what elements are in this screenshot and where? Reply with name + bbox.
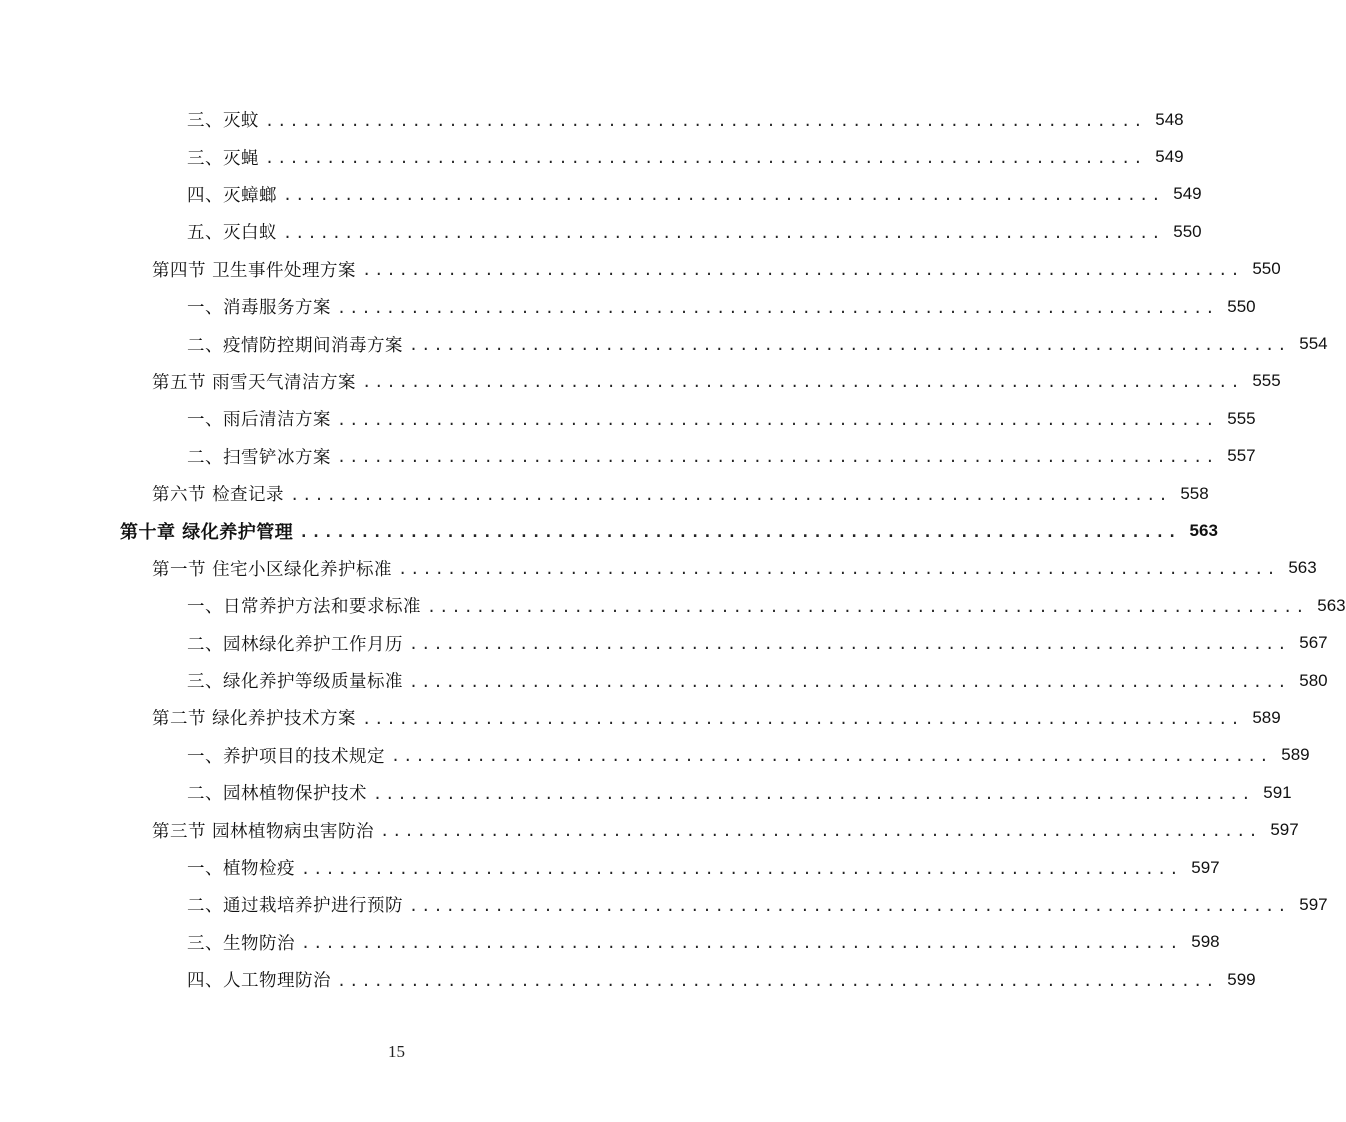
dot-leader: ........................................................................ xyxy=(409,635,1290,654)
toc-entry-page: 554 xyxy=(1299,334,1328,354)
toc-entry[interactable] xyxy=(0,101,1184,138)
dot-leader: ........................................................................ xyxy=(409,896,1290,915)
dot-leader: ........................................................................ xyxy=(391,747,1272,766)
dot-leader: ........................................................................ xyxy=(337,971,1218,990)
dot-leader: ........................................................................ xyxy=(301,934,1182,953)
toc-entry-page: 589 xyxy=(1281,745,1310,765)
toc-entry-page: 591 xyxy=(1263,782,1292,802)
toc-entry[interactable] xyxy=(0,961,1256,998)
toc-entry[interactable] xyxy=(0,699,1281,736)
toc-entry-label: 第四节 卫生事件处理方案 xyxy=(152,260,357,281)
toc-entry[interactable] xyxy=(0,811,1299,848)
toc-entry-label: 三、灭蚊 xyxy=(187,111,259,132)
dot-leader: ........................................................................ xyxy=(373,784,1254,803)
toc-entry-label: 一、养护项目的技术规定 xyxy=(187,746,385,767)
toc-entry-label: 一、雨后清洁方案 xyxy=(187,410,331,431)
dot-leader: ........................................................................ xyxy=(337,410,1218,429)
toc-entry[interactable] xyxy=(0,251,1281,288)
toc-entry-label: 二、疫情防控期间消毒方案 xyxy=(187,335,403,356)
dot-leader: ........................................................................ xyxy=(380,822,1261,841)
toc-entry-label: 三、绿化养护等级质量标准 xyxy=(187,672,403,693)
dot-leader: ........................................................................ xyxy=(283,186,1164,205)
toc-entry-page: 580 xyxy=(1299,670,1328,690)
dot-leader: ........................................................................ xyxy=(362,709,1243,728)
toc-entry-page: 555 xyxy=(1252,371,1281,391)
toc-entry-page: 599 xyxy=(1227,969,1256,989)
toc-entry-label: 第三节 园林植物病虫害防治 xyxy=(152,821,375,842)
dot-leader: ........................................................................ xyxy=(398,560,1279,579)
toc-entry-label: 三、灭蝇 xyxy=(187,148,259,169)
toc-entry[interactable] xyxy=(0,587,1346,624)
toc-entry[interactable] xyxy=(0,737,1310,774)
toc-entry-page: 567 xyxy=(1299,633,1328,653)
toc-entry-page: 555 xyxy=(1227,408,1256,428)
toc-entry-page: 550 xyxy=(1173,221,1202,241)
toc-entry-label: 五、灭白蚁 xyxy=(187,223,277,244)
toc-entry[interactable] xyxy=(0,475,1209,512)
toc-entry-label: 第六节 检查记录 xyxy=(152,485,285,506)
toc-entry[interactable] xyxy=(0,624,1328,661)
toc-entry-label: 一、日常养护方法和要求标准 xyxy=(187,597,421,618)
table-of-contents xyxy=(0,101,1346,998)
toc-entry[interactable] xyxy=(0,400,1256,437)
dot-leader: ........................................................................ xyxy=(301,859,1182,878)
dot-leader: ........................................................................ xyxy=(337,448,1218,467)
toc-entry-label: 三、生物防治 xyxy=(187,933,295,954)
toc-entry[interactable] xyxy=(0,138,1184,175)
toc-entry-label: 第五节 雨雪天气清洁方案 xyxy=(152,372,357,393)
toc-entry-page: 589 xyxy=(1252,707,1281,727)
toc-entry[interactable] xyxy=(0,176,1202,213)
toc-entry-label: 二、通过栽培养护进行预防 xyxy=(187,896,403,917)
toc-entry-label: 四、灭蟑螂 xyxy=(187,185,277,206)
toc-entry-page: 597 xyxy=(1299,894,1328,914)
toc-entry-page: 557 xyxy=(1227,446,1256,466)
dot-leader: ........................................................................ xyxy=(362,261,1243,280)
toc-entry-page: 558 xyxy=(1180,483,1209,503)
toc-entry-page: 563 xyxy=(1288,558,1317,578)
page-number: 15 xyxy=(388,1042,405,1061)
toc-entry-label: 第二节 绿化养护技术方案 xyxy=(152,709,357,730)
toc-entry-label: 第十章 绿化养护管理 xyxy=(120,521,294,543)
toc-entry-page: 597 xyxy=(1191,857,1220,877)
dot-leader: ........................................................................ xyxy=(427,597,1308,616)
toc-entry-page: 550 xyxy=(1252,259,1281,279)
toc-entry-label: 二、园林植物保护技术 xyxy=(187,784,367,805)
dot-leader: ........................................................................ xyxy=(409,672,1290,691)
toc-entry-label: 二、扫雪铲冰方案 xyxy=(187,447,331,468)
dot-leader: ........................................................................ xyxy=(362,373,1243,392)
toc-entry-page: 549 xyxy=(1173,184,1202,204)
toc-entry-label: 四、人工物理防治 xyxy=(187,971,331,992)
toc-entry-page: 550 xyxy=(1227,296,1256,316)
toc-entry-label: 二、园林绿化养护工作月历 xyxy=(187,634,403,655)
toc-entry[interactable] xyxy=(0,774,1292,811)
dot-leader: ........................................................................ xyxy=(283,223,1164,242)
toc-entry[interactable] xyxy=(0,512,1218,549)
toc-entry-page: 548 xyxy=(1155,109,1184,129)
toc-entry[interactable] xyxy=(0,325,1328,362)
toc-entry[interactable] xyxy=(0,550,1317,587)
dot-leader: ........................................................................ xyxy=(337,298,1218,317)
toc-entry[interactable] xyxy=(0,438,1256,475)
toc-entry[interactable] xyxy=(0,924,1220,961)
toc-entry-page: 598 xyxy=(1191,932,1220,952)
toc-entry[interactable] xyxy=(0,849,1220,886)
toc-entry[interactable] xyxy=(0,288,1256,325)
toc-entry[interactable] xyxy=(0,213,1202,250)
toc-entry-label: 一、植物检疫 xyxy=(187,859,295,879)
toc-entry[interactable] xyxy=(0,886,1328,923)
toc-entry-page: 563 xyxy=(1317,595,1346,615)
toc-entry-label: 第一节 住宅小区绿化养护标准 xyxy=(152,559,393,580)
dot-leader: ........................................................................ xyxy=(409,336,1290,355)
toc-entry[interactable] xyxy=(0,363,1281,400)
toc-entry-page: 549 xyxy=(1155,147,1184,167)
toc-entry-page: 563 xyxy=(1189,520,1218,540)
dot-leader: ........................................................................ xyxy=(265,149,1146,168)
toc-entry[interactable] xyxy=(0,662,1328,699)
dot-leader: ........................................................................ xyxy=(299,522,1180,541)
dot-leader: ........................................................................ xyxy=(290,485,1171,504)
toc-entry-label: 一、消毒服务方案 xyxy=(187,298,331,319)
dot-leader: ........................................................................ xyxy=(265,111,1146,130)
toc-entry-page: 597 xyxy=(1270,820,1299,840)
